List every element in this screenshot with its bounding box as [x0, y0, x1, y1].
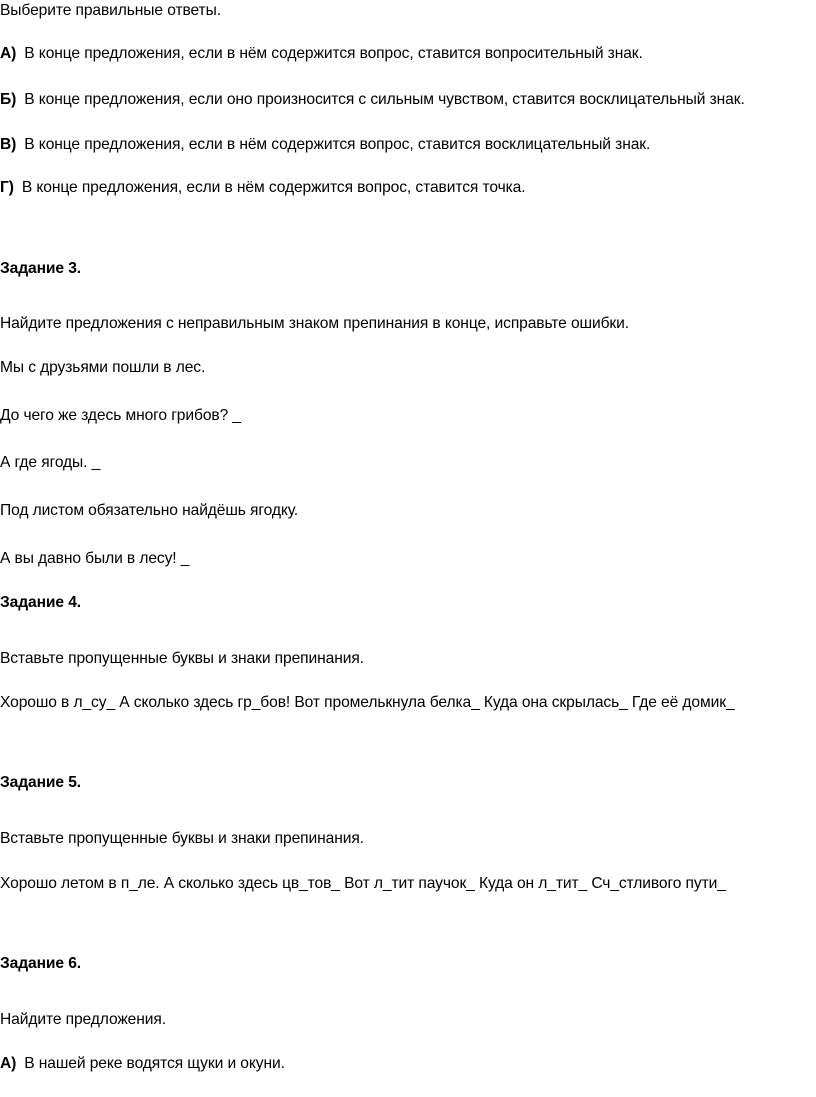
task-4-instruction: Вставьте пропущенные буквы и знаки препинания.	[0, 650, 364, 667]
option-letter: А)	[0, 1055, 17, 1072]
task-4-text: Хорошо в л_су_ А сколько здесь гр_бов! Вот промелькнула белка_ Куда она скрылась_ Где её домик_	[0, 694, 735, 711]
option-text: В конце предложения, если в нём содержится вопрос, ставится вопросительный знак.	[24, 45, 643, 62]
task-5-heading: Задание 5.	[0, 774, 82, 791]
answer-option-a	[0, 44, 643, 64]
answer-option-v	[0, 135, 650, 155]
option-text: В нашей реке водятся щуки и окуни.	[24, 1055, 285, 1072]
answer-option-g	[0, 178, 525, 198]
task-4-heading: Задание 4.	[0, 594, 82, 611]
option-text: В конце предложения, если оно произносится с сильным чувством, ставится восклицательный знак.	[24, 91, 745, 108]
task-3-instruction: Найдите предложения с неправильным знаком препинания в конце, исправьте ошибки.	[0, 315, 629, 332]
answer-option-b	[0, 90, 745, 110]
option-letter: Г)	[0, 179, 14, 196]
task-3-sentence: Мы с друзьями пошли в лес.	[0, 359, 206, 376]
option-letter: Б)	[0, 91, 17, 108]
task-6-instruction: Найдите предложения.	[0, 1011, 166, 1028]
answer-option-a	[0, 1054, 285, 1074]
option-text: В конце предложения, если в нём содержится вопрос, ставится восклицательный знак.	[24, 136, 651, 153]
option-letter: А)	[0, 45, 17, 62]
task-3-sentence: А где ягоды. _	[0, 454, 101, 471]
task-3-sentence: А вы давно были в лесу! _	[0, 550, 190, 567]
task-5-text: Хорошо летом в п_ле. А сколько здесь цв_тов_ Вот л_тит паучок_ Куда он л_тит_ Сч_стливого пути_	[0, 875, 726, 892]
task-3-heading: Задание 3.	[0, 260, 82, 277]
option-text: В конце предложения, если в нём содержится вопрос, ставится точка.	[21, 179, 526, 196]
task-5-instruction: Вставьте пропущенные буквы и знаки препинания.	[0, 830, 364, 847]
option-letter: В)	[0, 136, 17, 153]
task-3-sentence: Под листом обязательно найдёшь ягодку.	[0, 502, 299, 519]
task-3-sentence: До чего же здесь много грибов? _	[0, 407, 241, 424]
instruction-text: Выберите правильные ответы.	[0, 2, 221, 19]
task-6-heading: Задание 6.	[0, 955, 82, 972]
